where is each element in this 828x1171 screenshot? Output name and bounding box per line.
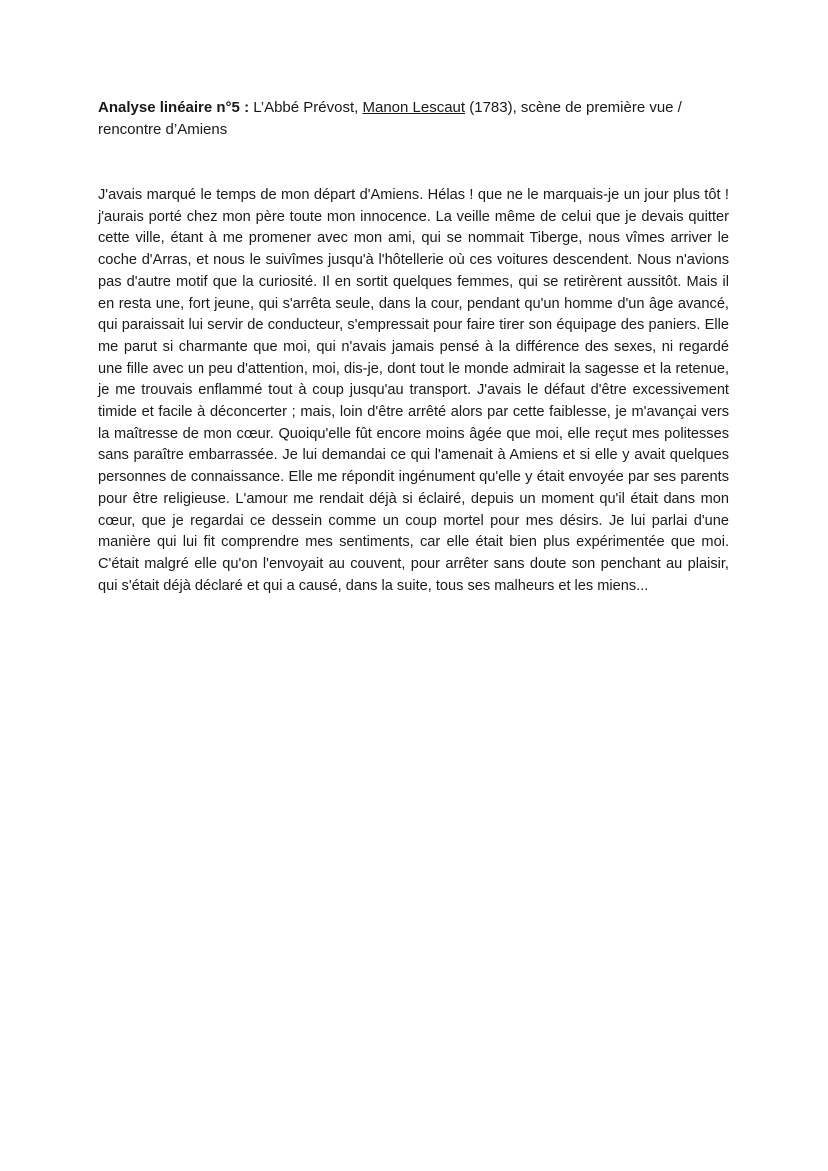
work-title: Manon Lescaut (362, 99, 466, 116)
analysis-label: Analyse linéaire n°5 : (98, 99, 250, 116)
header-details: (1783), scène de première vue / rencontre d’Amiens (98, 99, 682, 138)
excerpt-passage: J'avais marqué le temps de mon départ d'Amiens. Hélas ! que ne le marquais-je un jour plus tôt ! j'aurais porté chez mon père toute mon innocence. La veille même de celui que je devais quitter cette ville, étant à me promener avec mon ami, qui se nommait Tiberge, nous vîmes arriver le coche d'Arras, et nous le suivîmes jusqu'à l'hôtellerie où ces voitures descendent. Nous n'avions pas d'autre motif que la curiosité. Il en sortit quelques femmes, qui se retirèrent aussitôt. Mais il en resta une, fort jeune, qui s'arrêta seule, dans la cour, pendant qu'un homme d'un âge avancé, qui paraissait lui servir de conducteur, s'empressait pour faire tirer son équipage des paniers. Elle me parut si charmante que moi, qui n'avais jamais pensé à la différence des sexes, ni regardé une fille avec un peu d'attention, moi, dis-je, dont tout le monde admirait la sagesse et la retenue, je me trouvais enflammé tout à coup jusqu'au transport. J'avais le défaut d'être excessivement timide et facile à déconcerter ; mais, loin d'être arrêté alors par cette faiblesse, je m'avançai vers la maîtresse de mon cœur. Quoiqu'elle fût encore moins âgée que moi, elle reçut mes politesses sans paraître embarrassée. Je lui demandai ce qui l'amenait à Amiens et si elle y avait quelques personnes de connaissance. Elle me répondit ingénument qu'elle y était envoyée par ses parents pour être religieuse. L'amour me rendait déjà si éclairé, depuis un moment qu'il était dans mon cœur, que je regardai ce dessein comme un coup mortel pour mes désirs. Je lui parlai d'une manière qui lui fit comprendre mes sentiments, car elle était bien plus expérimentée que moi. C'était malgré elle qu'on l'envoyait au couvent, pour arrêter sans doute son penchant au plaisir, qui s'était déjà déclaré et qui a causé, dans la suite, tous ses malheurs et les miens... (98, 187, 729, 594)
author-name: L’Abbé Prévost, (253, 99, 359, 116)
document-header (98, 97, 728, 141)
